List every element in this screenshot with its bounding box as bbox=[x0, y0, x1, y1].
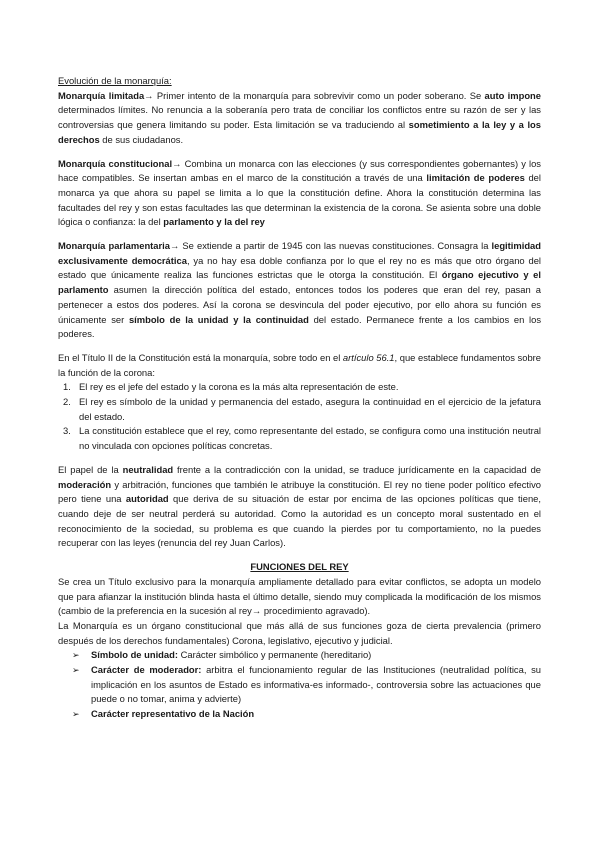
paragraph-neutralidad: El papel de la neutralidad frente a la contradicción con la unidad, se traduce jurídicamente en la capacidad de moderación y arbitración, funciones que también le atribuye la constitución. El rey no tiene poder político efectivo pero tiene una autoridad que deriva de su situación de estar por encima de las opciones políticas que tiene, cuando deje de ser neutral perderá su autoridad. Como la autoridad es un concepto moral sustentado en el reconocimiento de la sociedad, su problema es que cuando la pierdes por tu comportamiento, no la puedes recuperar con las leyes (renuncia del rey Juan Carlos). bbox=[58, 463, 541, 549]
section-title-funciones: FUNCIONES DEL REY bbox=[250, 561, 349, 573]
paragraph-monarquia-parlamentaria: Monarquía parlamentaria→ Se extiende a partir de 1945 con las nuevas constituciones. Consagra la legitimidad exclusivamente democrática, ya no hay esa doble confianza por lo que el rey no es más que otro órgano del estado que únicamente realiza las funciones estrictas que le otorga la constitución. El órgano ejecutivo y el parlamento asumen la dirección política del estado, entonces todos los poderes que eran del rey, pasan a pertenecer a estos dos poderes. Así la corona se desvincula del poder ejecutivo, por ello ahora su función es únicamente ser símbolo de la unidad y la continuidad del estado. Permanece frente a los cambios en los poderes. bbox=[58, 240, 542, 340]
paragraph-titulo-exclusivo: Se crea un Título exclusivo para la monarquía ampliamente detallado para evitar conflictos, se adopta un modelo que para afianzar la institución blinda hasta el último detalle, siendo muy complicada la modificación de los mismos (cambio de la preferencia en la sucesión al rey→ procedimiento agravado). bbox=[58, 575, 541, 617]
arrow-bullet-icon: ➢ bbox=[72, 650, 80, 661]
paragraph-organo-constitucional: La Monarquía es un órgano constitucional que más allá de sus funciones goza de cierta prevalencia (primero después de los derechos fundamentales) Corona, legislativo, ejecutivo y judicial. bbox=[58, 619, 541, 646]
list-item: ➢ Símbolo de unidad: Carácter simbólico y permanente (hereditario) bbox=[58, 648, 541, 663]
list-item: 3. La constitución establece que el rey, como representante del estado, se configura como una institución neutral no vinculada con opciones políticas concretas. bbox=[63, 425, 541, 452]
list-item: ➢ Carácter de moderador: arbitra el funcionamiento regular de las Instituciones (neutralidad política, su implicación en los asuntos de Estado es informativa-es informado-, controversia sobre las actuaciones que puede o no tomar, anima y advierte) bbox=[72, 664, 541, 705]
document-page bbox=[58, 74, 541, 722]
section-heading-evolucion: Evolución de la monarquía: bbox=[58, 75, 172, 86]
list-item: 1. El rey es el jefe del estado y la corona es la más alta representación de este. bbox=[63, 381, 399, 393]
paragraph-monarquia-limitada: Monarquía limitada→ Primer intento de la monarquía para sobrevivir como un poder soberano. Se auto impone determinados límites. No renuncia a la soberanía pero trata de conciliar los conflictos entre su razón de ser y las controversias que genera limitando su poder. Esta limitación se va traduciendo al sometimiento a la ley y a los derechos de sus ciudadanos. bbox=[58, 89, 541, 145]
bullet-list-funciones bbox=[58, 648, 541, 722]
arrow-bullet-icon: ➢ bbox=[72, 665, 80, 676]
paragraph-titulo-ii: En el Título II de la Constitución está la monarquía, sobre todo en el artículo 56.1, que establece fundamentos sobre la función de la corona: bbox=[58, 351, 541, 378]
arrow-bullet-icon: ➢ bbox=[72, 709, 80, 720]
list-item: ➢ Carácter representativo de la Nación bbox=[58, 707, 541, 722]
paragraph-monarquia-constitucional: Monarquía constitucional→ Combina un monarca con las elecciones (y sus correspondientes gobernantes) y los hace compatibles. Se insertan ambas en el marco de la constitución a través de una limitación de poderes del monarca ya que ahora su papel se limita a lo que la constitución define. Ahora la constitución determina las facultades del rey y son estas facultades las que determinan la existencia de la corona. Se asienta sobre una doble lógica o confianza: la del parlamento y la del rey bbox=[58, 157, 541, 228]
list-item: 2. El rey es símbolo de la unidad y permanencia del estado, asegura la continuidad en el ejercicio de la jefatura del estado. bbox=[63, 396, 541, 422]
numbered-list-articulo bbox=[58, 380, 541, 454]
